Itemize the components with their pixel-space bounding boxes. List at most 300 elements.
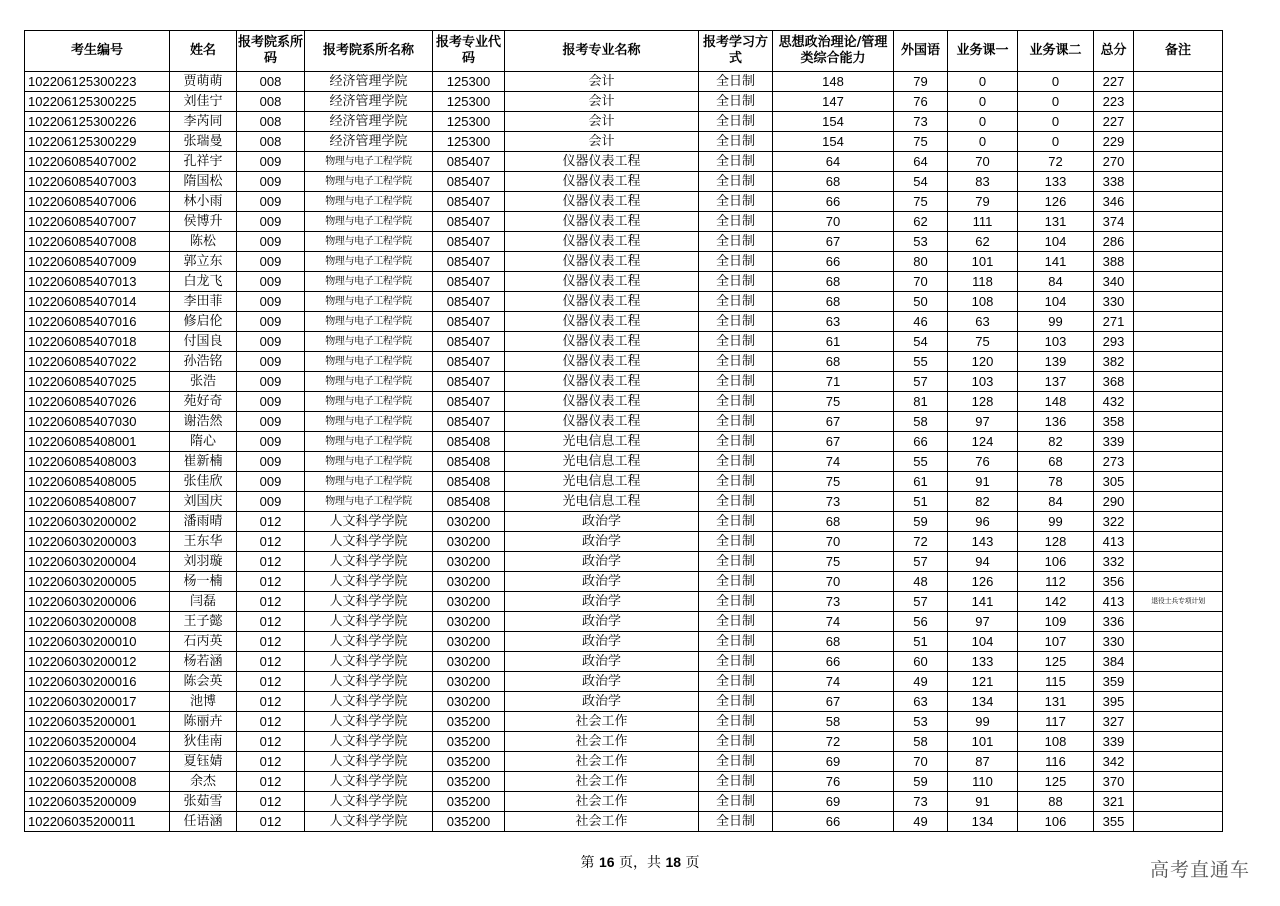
table-row [25,92,1223,112]
cell-name: 崔新楠 [170,452,237,472]
cell-course-two: 131 [1018,692,1094,712]
cell-course-two: 68 [1018,452,1094,472]
cell-dept-code: 009 [237,332,305,352]
cell-major-name: 仪器仪表工程 [505,232,699,252]
table-row [25,692,1223,712]
cell-name: 杨若涵 [170,652,237,672]
cell-study-mode: 全日制 [699,652,773,672]
cell-foreign-language: 53 [894,712,948,732]
cell-total: 432 [1094,392,1134,412]
cell-course-two: 103 [1018,332,1094,352]
cell-dept-name: 人文科学学院 [305,812,433,832]
cell-dept-name: 人文科学学院 [305,792,433,812]
cell-name: 陈丽卉 [170,712,237,732]
cell-candidate-id: 102206085408003 [25,452,170,472]
cell-dept-code: 009 [237,292,305,312]
cell-course-two: 0 [1018,92,1094,112]
cell-dept-code: 008 [237,132,305,152]
cell-name: 郭立东 [170,252,237,272]
cell-major-name: 政治学 [505,672,699,692]
cell-course-one: 104 [948,632,1018,652]
cell-foreign-language: 64 [894,152,948,172]
cell-remarks [1134,732,1223,752]
cell-course-one: 126 [948,572,1018,592]
cell-course-one: 134 [948,812,1018,832]
table-body [25,72,1223,832]
header-cell-name: 姓名 [170,31,237,72]
cell-dept-name: 物理与电子工程学院 [305,232,433,252]
cell-candidate-id: 102206035200008 [25,772,170,792]
table-row [25,652,1223,672]
cell-study-mode: 全日制 [699,512,773,532]
header-cell-course-one: 业务课一 [948,31,1018,72]
cell-foreign-language: 58 [894,732,948,752]
cell-foreign-language: 53 [894,232,948,252]
table-row [25,552,1223,572]
cell-dept-name: 人文科学学院 [305,592,433,612]
table-row [25,412,1223,432]
cell-study-mode: 全日制 [699,232,773,252]
header-row [25,31,1223,72]
cell-course-one: 96 [948,512,1018,532]
cell-remarks [1134,492,1223,512]
cell-candidate-id: 102206125300223 [25,72,170,92]
cell-remarks [1134,792,1223,812]
cell-name: 余杰 [170,772,237,792]
cell-politics: 66 [773,812,894,832]
cell-name: 侯博升 [170,212,237,232]
cell-course-two: 108 [1018,732,1094,752]
cell-dept-code: 009 [237,172,305,192]
cell-total: 346 [1094,192,1134,212]
cell-foreign-language: 55 [894,452,948,472]
table-row [25,492,1223,512]
cell-foreign-language: 73 [894,792,948,812]
cell-study-mode: 全日制 [699,552,773,572]
cell-candidate-id: 102206085408001 [25,432,170,452]
cell-course-two: 82 [1018,432,1094,452]
cell-candidate-id: 102206085407006 [25,192,170,212]
cell-remarks [1134,632,1223,652]
cell-remarks [1134,772,1223,792]
cell-course-two: 141 [1018,252,1094,272]
cell-dept-code: 009 [237,212,305,232]
table-row [25,532,1223,552]
cell-study-mode: 全日制 [699,292,773,312]
cell-major-name: 光电信息工程 [505,432,699,452]
cell-study-mode: 全日制 [699,112,773,132]
cell-name: 刘羽璇 [170,552,237,572]
cell-major-code: 085407 [433,412,505,432]
cell-candidate-id: 102206030200005 [25,572,170,592]
cell-candidate-id: 102206035200009 [25,792,170,812]
cell-candidate-id: 102206085407030 [25,412,170,432]
cell-dept-name: 物理与电子工程学院 [305,452,433,472]
cell-candidate-id: 102206030200004 [25,552,170,572]
cell-major-name: 仪器仪表工程 [505,152,699,172]
cell-candidate-id: 102206085408005 [25,472,170,492]
cell-study-mode: 全日制 [699,472,773,492]
cell-total: 229 [1094,132,1134,152]
cell-remarks [1134,272,1223,292]
cell-foreign-language: 81 [894,392,948,412]
table-row [25,732,1223,752]
cell-course-one: 97 [948,612,1018,632]
table-row [25,132,1223,152]
cell-candidate-id: 102206085407022 [25,352,170,372]
cell-politics: 63 [773,312,894,332]
cell-name: 孔祥宇 [170,152,237,172]
cell-total: 359 [1094,672,1134,692]
cell-dept-name: 物理与电子工程学院 [305,432,433,452]
cell-total: 321 [1094,792,1134,812]
cell-total: 332 [1094,552,1134,572]
cell-dept-code: 012 [237,572,305,592]
cell-name: 夏钰婧 [170,752,237,772]
cell-course-two: 0 [1018,72,1094,92]
table-row [25,292,1223,312]
cell-candidate-id: 102206085407008 [25,232,170,252]
table-row [25,712,1223,732]
cell-foreign-language: 62 [894,212,948,232]
cell-course-one: 128 [948,392,1018,412]
cell-course-one: 121 [948,672,1018,692]
header-cell-remarks: 备注 [1134,31,1223,72]
cell-candidate-id: 102206125300226 [25,112,170,132]
cell-dept-code: 009 [237,272,305,292]
cell-course-one: 103 [948,372,1018,392]
cell-course-one: 0 [948,132,1018,152]
cell-total: 339 [1094,732,1134,752]
cell-major-code: 030200 [433,612,505,632]
table-row [25,472,1223,492]
cell-major-name: 政治学 [505,652,699,672]
cell-major-name: 光电信息工程 [505,492,699,512]
cell-remarks [1134,152,1223,172]
header-cell-dept-name: 报考院系所名称 [305,31,433,72]
cell-candidate-id: 102206085407009 [25,252,170,272]
cell-course-one: 76 [948,452,1018,472]
cell-politics: 68 [773,352,894,372]
cell-foreign-language: 57 [894,372,948,392]
cell-major-code: 030200 [433,692,505,712]
cell-course-one: 83 [948,172,1018,192]
cell-course-one: 101 [948,252,1018,272]
cell-name: 谢浩然 [170,412,237,432]
cell-total: 322 [1094,512,1134,532]
cell-remarks [1134,712,1223,732]
cell-course-two: 72 [1018,152,1094,172]
cell-total: 384 [1094,652,1134,672]
cell-major-code: 035200 [433,772,505,792]
cell-candidate-id: 102206125300229 [25,132,170,152]
cell-politics: 61 [773,332,894,352]
cell-foreign-language: 60 [894,652,948,672]
cell-foreign-language: 75 [894,132,948,152]
cell-candidate-id: 102206085407014 [25,292,170,312]
cell-politics: 67 [773,232,894,252]
table-row [25,252,1223,272]
cell-remarks [1134,72,1223,92]
cell-dept-code: 012 [237,712,305,732]
cell-course-one: 124 [948,432,1018,452]
cell-course-two: 104 [1018,292,1094,312]
cell-dept-code: 009 [237,452,305,472]
footer-prefix: 第 [580,855,595,871]
cell-study-mode: 全日制 [699,492,773,512]
cell-course-two: 125 [1018,652,1094,672]
cell-dept-name: 物理与电子工程学院 [305,212,433,232]
cell-candidate-id: 102206085407026 [25,392,170,412]
cell-politics: 67 [773,412,894,432]
cell-dept-name: 物理与电子工程学院 [305,252,433,272]
table-row [25,312,1223,332]
cell-study-mode: 全日制 [699,772,773,792]
cell-politics: 68 [773,632,894,652]
cell-study-mode: 全日制 [699,412,773,432]
cell-total: 368 [1094,372,1134,392]
cell-foreign-language: 61 [894,472,948,492]
table-row [25,212,1223,232]
cell-major-name: 仪器仪表工程 [505,352,699,372]
cell-study-mode: 全日制 [699,672,773,692]
cell-name: 闫磊 [170,592,237,612]
cell-remarks [1134,92,1223,112]
cell-candidate-id: 102206035200001 [25,712,170,732]
cell-total: 395 [1094,692,1134,712]
cell-total: 290 [1094,492,1134,512]
header-cell-politics: 思想政治理论/管理类综合能力 [773,31,894,72]
cell-major-code: 085407 [433,352,505,372]
header-cell-course-two: 业务课二 [1018,31,1094,72]
cell-dept-code: 009 [237,232,305,252]
cell-major-code: 125300 [433,92,505,112]
cell-course-one: 91 [948,472,1018,492]
cell-name: 石丙英 [170,632,237,652]
cell-course-two: 88 [1018,792,1094,812]
cell-remarks [1134,192,1223,212]
cell-course-two: 106 [1018,812,1094,832]
header-cell-dept-code: 报考院系所码 [237,31,305,72]
cell-dept-name: 人文科学学院 [305,552,433,572]
cell-course-two: 84 [1018,492,1094,512]
cell-candidate-id: 102206030200012 [25,652,170,672]
cell-course-two: 142 [1018,592,1094,612]
cell-major-name: 政治学 [505,552,699,572]
cell-major-code: 125300 [433,132,505,152]
cell-remarks [1134,232,1223,252]
cell-name: 任语涵 [170,812,237,832]
cell-name: 苑好奇 [170,392,237,412]
cell-dept-code: 009 [237,192,305,212]
cell-name: 孙浩铭 [170,352,237,372]
cell-course-two: 116 [1018,752,1094,772]
cell-politics: 69 [773,792,894,812]
cell-politics: 148 [773,72,894,92]
cell-foreign-language: 50 [894,292,948,312]
cell-foreign-language: 57 [894,592,948,612]
cell-remarks [1134,292,1223,312]
cell-major-name: 仪器仪表工程 [505,272,699,292]
cell-name: 王东华 [170,532,237,552]
cell-total: 286 [1094,232,1134,252]
cell-major-name: 会计 [505,112,699,132]
cell-candidate-id: 102206085408007 [25,492,170,512]
cell-study-mode: 全日制 [699,92,773,112]
cell-politics: 154 [773,132,894,152]
cell-dept-name: 物理与电子工程学院 [305,172,433,192]
cell-course-one: 134 [948,692,1018,712]
cell-major-code: 030200 [433,512,505,532]
cell-name: 刘佳宁 [170,92,237,112]
cell-politics: 76 [773,772,894,792]
cell-politics: 69 [773,752,894,772]
cell-major-name: 会计 [505,92,699,112]
table-row [25,752,1223,772]
cell-politics: 66 [773,652,894,672]
page-footer [0,852,1280,872]
cell-major-code: 085407 [433,252,505,272]
cell-dept-code: 012 [237,752,305,772]
cell-major-name: 会计 [505,132,699,152]
cell-course-one: 70 [948,152,1018,172]
cell-candidate-id: 102206035200011 [25,812,170,832]
cell-candidate-id: 102206085407018 [25,332,170,352]
cell-total: 336 [1094,612,1134,632]
cell-major-code: 030200 [433,652,505,672]
cell-major-code: 085407 [433,152,505,172]
cell-study-mode: 全日制 [699,792,773,812]
cell-candidate-id: 102206030200006 [25,592,170,612]
cell-remarks [1134,212,1223,232]
cell-course-two: 104 [1018,232,1094,252]
cell-foreign-language: 80 [894,252,948,272]
cell-course-one: 94 [948,552,1018,572]
cell-politics: 70 [773,212,894,232]
cell-dept-name: 物理与电子工程学院 [305,492,433,512]
cell-remarks [1134,572,1223,592]
cell-name: 狄佳南 [170,732,237,752]
cell-course-two: 117 [1018,712,1094,732]
cell-remarks [1134,672,1223,692]
cell-remarks [1134,812,1223,832]
cell-major-name: 社会工作 [505,752,699,772]
cell-study-mode: 全日制 [699,332,773,352]
cell-politics: 68 [773,292,894,312]
cell-course-two: 131 [1018,212,1094,232]
cell-dept-name: 人文科学学院 [305,532,433,552]
cell-major-code: 085407 [433,292,505,312]
cell-dept-code: 008 [237,72,305,92]
cell-foreign-language: 54 [894,172,948,192]
cell-major-name: 仪器仪表工程 [505,412,699,432]
cell-course-one: 0 [948,72,1018,92]
cell-name: 张瑞曼 [170,132,237,152]
cell-name: 陈会英 [170,672,237,692]
cell-course-two: 125 [1018,772,1094,792]
header-cell-study-mode: 报考学习方式 [699,31,773,72]
cell-candidate-id: 102206030200002 [25,512,170,532]
cell-course-two: 148 [1018,392,1094,412]
cell-total: 374 [1094,212,1134,232]
cell-dept-code: 012 [237,772,305,792]
cell-foreign-language: 59 [894,512,948,532]
cell-major-code: 030200 [433,672,505,692]
table-row [25,392,1223,412]
cell-politics: 72 [773,732,894,752]
cell-dept-name: 人文科学学院 [305,572,433,592]
table-row [25,792,1223,812]
cell-dept-code: 012 [237,532,305,552]
cell-politics: 74 [773,452,894,472]
cell-name: 隋心 [170,432,237,452]
cell-total: 342 [1094,752,1134,772]
cell-dept-code: 009 [237,372,305,392]
cell-politics: 75 [773,552,894,572]
cell-course-two: 0 [1018,132,1094,152]
cell-politics: 66 [773,192,894,212]
cell-dept-code: 009 [237,392,305,412]
cell-study-mode: 全日制 [699,692,773,712]
cell-remarks [1134,352,1223,372]
cell-major-name: 仪器仪表工程 [505,192,699,212]
cell-major-code: 030200 [433,552,505,572]
cell-course-two: 112 [1018,572,1094,592]
cell-total: 358 [1094,412,1134,432]
cell-major-name: 政治学 [505,612,699,632]
cell-politics: 64 [773,152,894,172]
cell-major-name: 政治学 [505,632,699,652]
cell-total: 413 [1094,592,1134,612]
table-row [25,112,1223,132]
cell-candidate-id: 102206035200004 [25,732,170,752]
cell-major-code: 030200 [433,532,505,552]
cell-major-name: 政治学 [505,592,699,612]
cell-dept-name: 物理与电子工程学院 [305,152,433,172]
cell-total: 370 [1094,772,1134,792]
cell-politics: 68 [773,272,894,292]
cell-candidate-id: 102206085407016 [25,312,170,332]
cell-politics: 154 [773,112,894,132]
cell-total: 338 [1094,172,1134,192]
cell-remarks [1134,132,1223,152]
cell-remarks: 退役士兵专项计划 [1134,592,1223,612]
cell-study-mode: 全日制 [699,632,773,652]
cell-study-mode: 全日制 [699,132,773,152]
cell-remarks [1134,312,1223,332]
cell-total: 413 [1094,532,1134,552]
cell-dept-name: 人文科学学院 [305,652,433,672]
cell-dept-name: 经济管理学院 [305,112,433,132]
cell-total: 327 [1094,712,1134,732]
cell-politics: 70 [773,572,894,592]
cell-study-mode: 全日制 [699,212,773,232]
table-row [25,232,1223,252]
cell-dept-name: 物理与电子工程学院 [305,272,433,292]
cell-major-code: 085407 [433,172,505,192]
cell-course-one: 111 [948,212,1018,232]
cell-politics: 67 [773,692,894,712]
scores-table [24,30,1223,832]
cell-dept-name: 人文科学学院 [305,672,433,692]
cell-major-code: 085408 [433,452,505,472]
cell-study-mode: 全日制 [699,352,773,372]
cell-study-mode: 全日制 [699,532,773,552]
cell-total: 356 [1094,572,1134,592]
cell-major-code: 035200 [433,732,505,752]
cell-dept-name: 人文科学学院 [305,772,433,792]
cell-course-two: 139 [1018,352,1094,372]
